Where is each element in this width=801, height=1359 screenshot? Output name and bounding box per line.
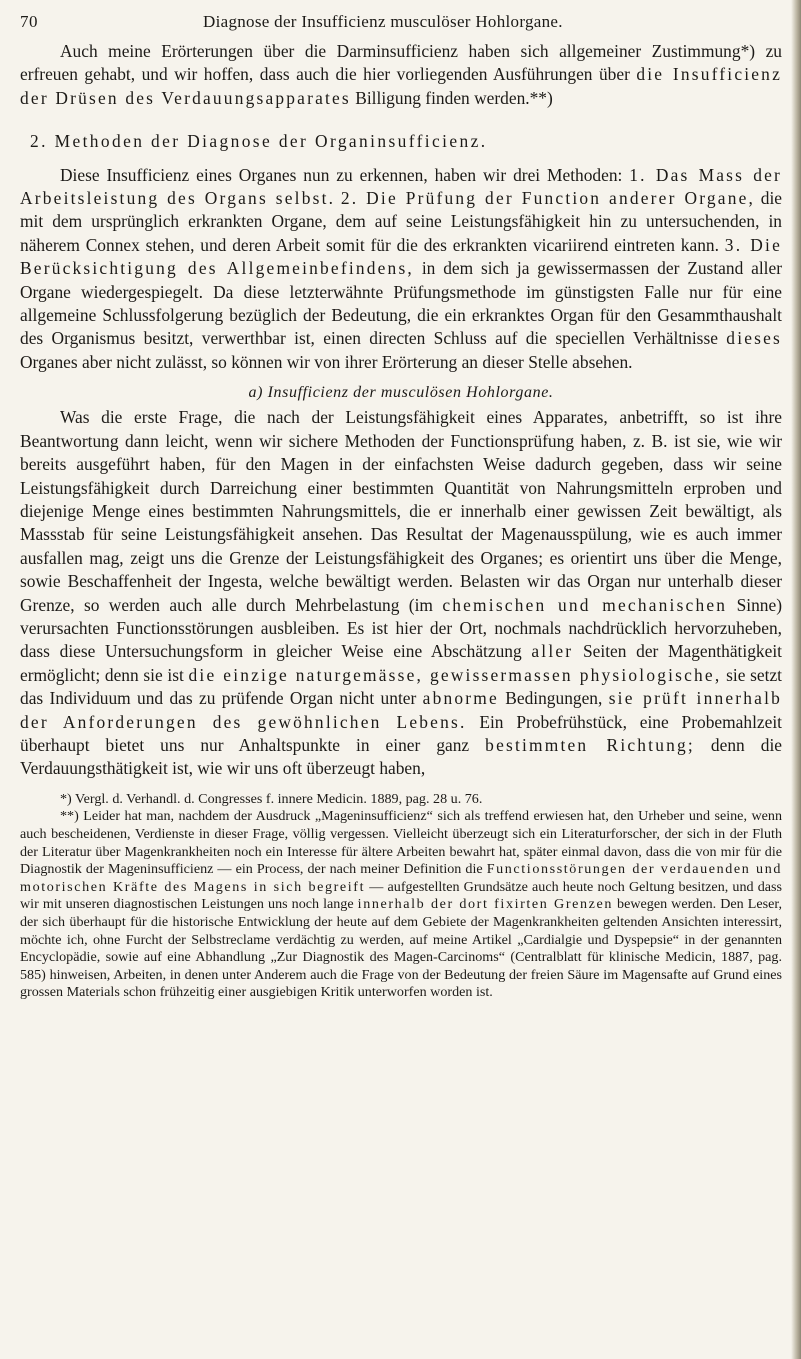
- paragraph-text: Ein Probefrühstück, eine Probemahlzeit überhaupt bietet uns nur Anhaltspunkte in einer ganz: [20, 711, 782, 755]
- paragraph-text: denn die Verdauungsthätigkeit ist, wie wir uns oft überzeugt haben,: [20, 734, 782, 779]
- running-title: Diagnose der Insufficienz musculöser Hohlorgane.: [203, 12, 563, 31]
- paragraph-text: Diese Insufficienz eines Organes nun zu erkennen, haben wir drei Methoden:: [60, 164, 630, 185]
- paragraph-darminsufficienz: [20, 40, 782, 110]
- footnote-text: **) Leider hat man, nachdem der Ausdruck „Mageninsufficienz“ sich als treffend erwiesen hat, den Urheber und seine, wenn auch bescheidenen, Verdienste in dieser Frage, völlig vergessen. Vielleicht überzeugt sich ein Literaturforscher, der sich in der Fluth der Literatur über Magenkrankheiten noch ein Interesse für ältere Arbeiten bewahrt hat, später einmal davon, dass die von mir für die Diagnostik der Mageninsufficienz — ein Process, der nach meiner Definition die: [20, 808, 782, 878]
- page-number: 70: [20, 12, 38, 31]
- section-heading-text: 2. Methoden der Diagnose der Organinsufficienz.: [30, 131, 488, 152]
- footnote-text: bewegen werden. Den Leser, der sich überhaupt für die historische Entwicklung der heute auf dem Gebiete der Magenkrankheiten geltenden Ansichten interessirt, möchte ich, ohne Furcht der Selbstreclame verdächtig zu werden, auf meine Artikel „Cardialgie und Dyspepsie“ in der genannten Encyclopädie, sowie auf eine Abhandlung „Zur Diagnostik des Magen-Carcinoms“ (Centralblatt für klinische Medicin, 1887, pag. 585) hinweisen, Arbeiten, in denen unter Anderem auch die Frage von der Bedeutung der freien Säure im Magensafte auf Grund eines grossen Materials schon frühzeitig einer ausgiebigen Kritik unterworfen worden ist.: [20, 896, 783, 1001]
- emphasis-text: dieses: [726, 328, 782, 349]
- paragraph-text: Auch meine Erörterungen über die Darminsufficienz haben sich allgemeiner Zustimmung*) zu erfreuen gehabt, und wir hoffen, dass auch die hier vorliegenden Ausführungen über: [20, 41, 782, 85]
- footnote-1: *) Vergl. d. Verhandl. d. Congresses f. innere Medicin. 1889, pag. 28 u. 76.: [60, 790, 483, 807]
- paragraph-text: sie setzt das Individuum und das zu prüfende Organ nicht unter: [20, 664, 782, 709]
- footnote-emphasis: innerhalb der dort fixirten Grenzen: [357, 896, 613, 913]
- emphasis-text: 2. Die Prüfung der Function anderer Organe,: [340, 188, 756, 209]
- section-heading: [20, 130, 782, 153]
- footnote-emphasis: Functionsstörungen der verdauenden und motorischen Kräfte des Magens in sich begreift: [20, 861, 782, 895]
- footnote-2: [20, 808, 782, 1002]
- paragraph-text: in dem sich ja gewissermassen der Zustand aller Organe wiedergespiegelt. Da diese letzterwähnte Prüfungsmethode im günstigsten Falle nur für eine allgemeine Schlussfolgerung bezüglich der Bedeutung, die ein erkranktes Organ für den Gesammthaushalt des Organismus besitzt, verwerthbar ist, einen directen Schluss auf die speciellen Verhältnisse: [20, 258, 783, 349]
- emphasis-text: abnorme: [422, 688, 499, 709]
- paragraph-text: Bedingungen,: [498, 688, 609, 709]
- paragraph-text: Organes aber nicht zulässt, so können wir von ihrer Erörterung an dieser Stelle absehen.: [20, 351, 633, 372]
- emphasis-text: chemischen und mechanischen: [442, 594, 728, 615]
- emphasis-text: die einzige naturgemässe, gewissermassen physiologische,: [188, 664, 722, 685]
- running-head: [20, 6, 782, 34]
- paragraph-leistungsfaehigkeit: [20, 406, 782, 781]
- emphasis-text: sie prüft innerhalb der Anforderungen des gewöhnlichen Lebens.: [20, 688, 783, 732]
- emphasis-text: die Insufficienz der Drüsen des Verdauungsapparates: [20, 64, 783, 108]
- paragraph-text: die mit dem ursprünglich erkrankten Organe, dem auf seine Leistungsfähigkeit hin zu untersuchenden, in näherem Connex stehen, und deren Arbeit somit für die des erkrankten vicariirend eintreten kann.: [20, 188, 782, 255]
- subsection-heading: a) Insufficienz der musculösen Hohlorgane.: [248, 384, 554, 402]
- paragraph-methoden: [20, 164, 782, 375]
- emphasis-text: bestimmten Richtung;: [485, 734, 695, 755]
- paragraph-text: Billigung finden werden.**): [350, 87, 553, 108]
- emphasis-text: 3. Die Berücksichtigung des Allgemeinbefindens,: [20, 234, 782, 279]
- footnotes: [20, 791, 782, 1002]
- emphasis-text: aller: [531, 641, 574, 662]
- paragraph-text: Sinne) verursachten Functionsstörungen ausbleiben. Es ist hier der Ort, nochmals nachdrücklich hervorzuheben, dass diese Untersuchungsform in gleicher Weise eine Abschätzung: [20, 594, 782, 662]
- paragraph-text: Was die erste Frage, die nach der Leistungsfähigkeit eines Apparates, anbetrifft, so ist ihre Beantwortung dann leicht, wenn wir sichere Methoden der Functionsprüfung haben, z. B. ist sie, wie wir bereits ausgeführt haben, für den Magen in der einfachsten Weise dadurch gegeben, dass wir seine Leistungsfähigkeit durch Darreichung einer bestimmten Quantität von Nahrungsmitteln erproben und diejenige Menge eines bestimmten Nahrungsmittels, die er innerhalb einer gewissen Zeit bewältigt, als Massstab für seine Leistungsfähigkeit ansehen. Das Resultat der Magenausspülung, wie es auch immer ausfallen mag, zeigt uns die Grenze der Leistungsfähigkeit des Organes; es orientirt uns über die Menge, sowie Beschaffenheit der Ingesta, welche bewältigt werden. Belasten wir das Organ nur unterhalb dieser Grenze, so werden auch alle durch Mehrbelastung (im: [20, 407, 782, 615]
- page-binding-edge: [791, 0, 801, 1359]
- book-page: [20, 6, 782, 1002]
- emphasis-text: 1. Das Mass der Arbeitsleistung des Organs selbst.: [20, 164, 782, 209]
- paragraph-text: Seiten der Magenthätigkeit ermöglicht; denn sie ist: [20, 641, 782, 685]
- footnote-text: — aufgestellten Grundsätze auch heute noch Geltung besitzen, und dass wir mit unseren diagnostischen Leistungen uns noch lange: [20, 878, 782, 913]
